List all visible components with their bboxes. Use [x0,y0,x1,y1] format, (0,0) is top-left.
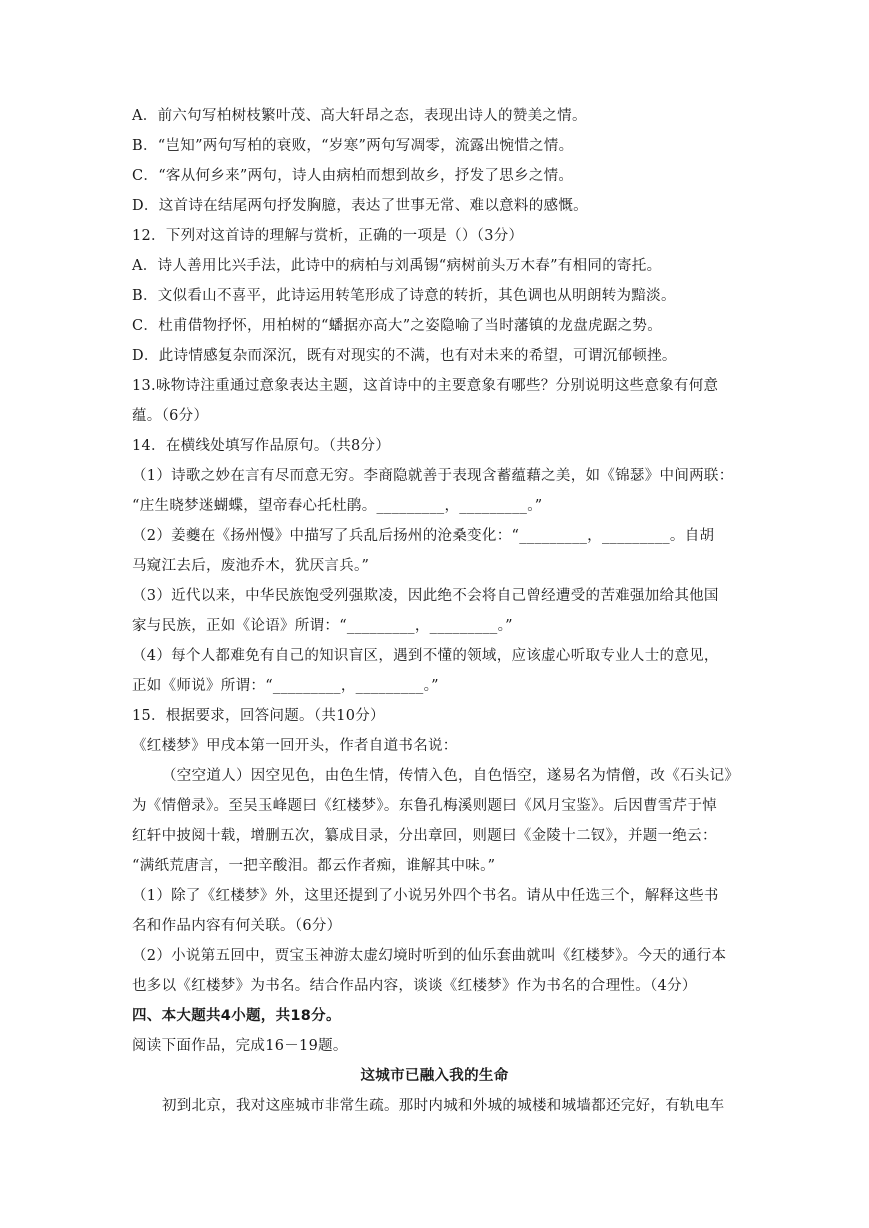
q14-part-4: （4）每个人都难免有自己的知识盲区，遇到不懂的领域，应该虚心听取专业人士的意见， [132,648,719,664]
q14-part-1-cont: “庄生晓梦迷蝴蝶，望帝春心托杜鹃。_________，_________。” [132,498,543,514]
q15-part-2: （2）小说第五回中，贾宝玉神游太虚幻境时听到的仙乐套曲就叫《红楼梦》。今天的通行本 [132,948,727,964]
q14-part-2-cont: 马窥江去后，废池乔木，犹厌言兵。” [132,558,370,574]
question-13: 13.咏物诗注重通过意象表达主题，这首诗中的主要意象有哪些？分别说明这些意象有何意 [132,378,719,394]
q14-part-3: （3）近代以来，中华民族饱受列强欺凌，因此绝不会将自己曾经遭受的苦难强加给其他国 [132,588,719,604]
option-a-q11: A．前六句写柏树枝繁叶茂、高大轩昂之态，表现出诗人的赞美之情。 [132,108,587,124]
q14-part-2: （2）姜夔在《扬州慢》中描写了兵乱后扬州的沧桑变化：“_________，_________。自胡 [132,528,715,544]
q14-part-3-cont: 家与民族，正如《论语》所谓：“_________，_________。” [132,618,513,634]
q15-part-1: （1）除了《红楼梦》外，这里还提到了小说另外四个书名。请从中任选三个，解释这些书 [132,888,719,904]
q14-part-1: （1）诗歌之妙在言有尽而意无穷。李商隐就善于表现含蓄蕴藉之美，如《锦瑟》中间两联： [132,468,734,484]
article-first-line: 初到北京，我对这座城市非常生疏。那时内城和外城的城楼和城墙都还完好，有轨电车 [162,1098,725,1114]
question-13-cont: 蕴。（6分） [132,408,209,424]
q15-quote-4: “满纸荒唐言，一把辛酸泪。都云作者痴，谁解其中味。” [132,858,496,874]
option-c-q12: C．杜甫借物抒怀，用柏树的“蟠据亦高大”之姿隐喻了当时藩镇的龙盘虎踞之势。 [132,318,663,334]
option-d-q11: D．这首诗在结尾两句抒发胸臆，表达了世事无常、难以意料的感慨。 [132,198,588,214]
reading-instruction: 阅读下面作品，完成16－19题。 [132,1038,348,1054]
question-12: 12．下列对这首诗的理解与赏析，正确的一项是（）（3分） [132,228,524,244]
option-c-q11: C．“客从何乡来”两句，诗人由病柏而想到故乡，抒发了思乡之情。 [132,168,574,184]
question-14: 14．在横线处填写作品原句。（共8分） [132,438,391,454]
option-b-q12: B．文似看山不喜平，此诗运用转笔形成了诗意的转折，其色调也从明朗转为黯淡。 [132,288,676,304]
q15-quote-2: 为《情僧录》。至吴玉峰题曰《红楼梦》。东鲁孔梅溪则题曰《风月宝鉴》。后因曹雪芹于悼 [132,798,718,814]
question-15: 15．根据要求，回答问题。（共10分） [132,708,385,724]
article-title: 这城市已融入我的生命 [360,1068,509,1084]
q15-quote-1: （空空道人）因空见色，由色生情，传情入色，自色悟空，遂易名为情僧，改《石头记》 [162,768,740,784]
q15-part-2-cont: 也多以《红楼梦》为书名。结合作品内容，谈谈《红楼梦》作为书名的合理性。（4分） [132,978,697,994]
section-4-heading: 四、本大题共4小题，共18分。 [132,1008,341,1024]
option-d-q12: D．此诗情感复杂而深沉，既有对现实的不满，也有对未来的希望，可谓沉郁顿挫。 [132,348,677,364]
option-a-q12: A．诗人善用比兴手法，此诗中的病柏与刘禹锡“病树前头万木春”有相同的寄托。 [132,258,662,274]
q15-quote-3: 红轩中披阅十载，增删五次，纂成目录，分出章回，则题曰《金陵十二钗》，并题一绝云： [132,828,717,844]
q15-intro: 《红楼梦》甲戌本第一回开头，作者自道书名说： [132,738,458,754]
q15-part-1-cont: 名和作品内容有何关联。（6分） [132,918,342,934]
option-b-q11: B．“岂知”两句写柏的衰败，“岁寒”两句写凋零，流露出惋惜之情。 [132,138,574,154]
q14-part-4-cont: 正如《师说》所谓：“_________，_________。” [132,678,439,694]
